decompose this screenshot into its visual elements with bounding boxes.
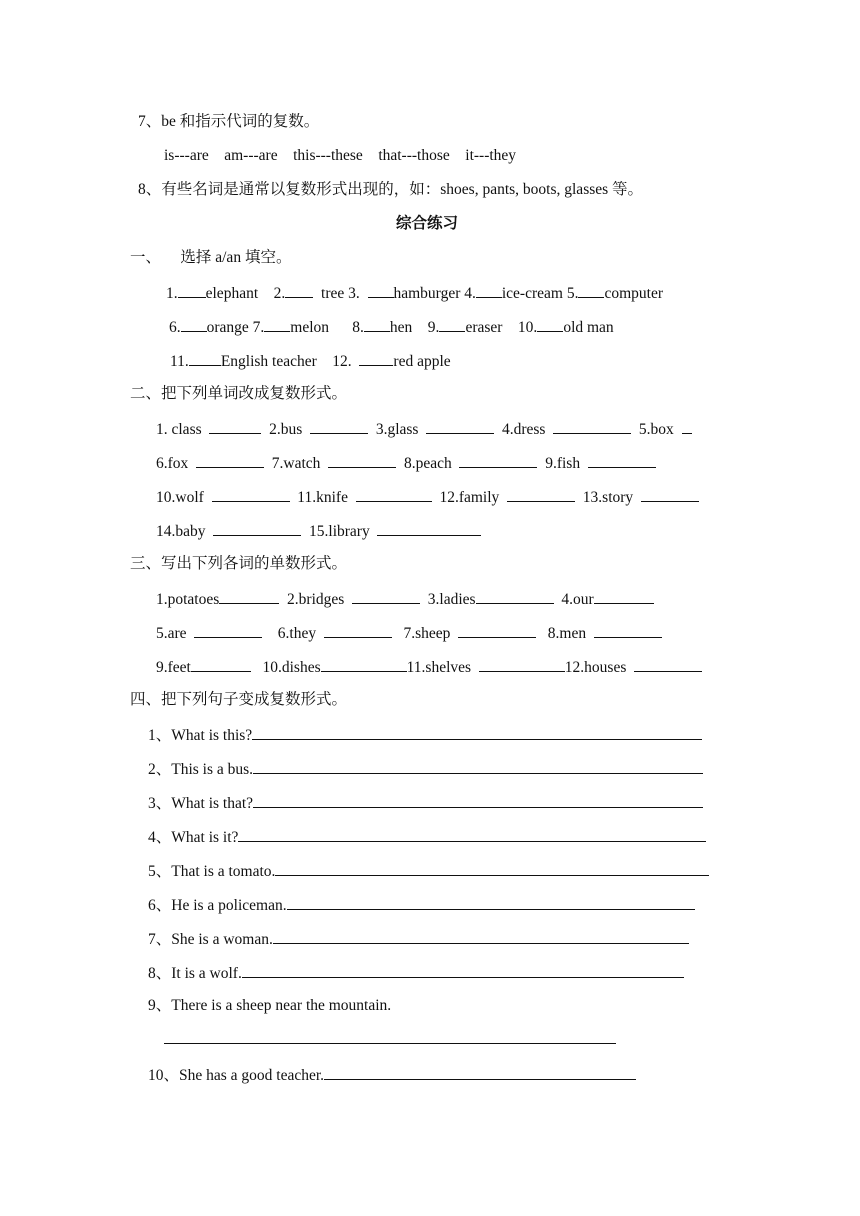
s4-item: 3、What is that?: [148, 792, 703, 814]
answer-line[interactable]: [252, 724, 702, 740]
answer-blank[interactable]: [356, 486, 432, 502]
rule-7-heading: 7、be 和指示代词的复数。: [138, 113, 320, 130]
s4-item: 7、She is a woman.: [148, 928, 689, 950]
s4-item: 10、She has a good teacher.: [148, 1064, 636, 1086]
answer-blank[interactable]: [588, 452, 656, 468]
answer-line[interactable]: [164, 1028, 616, 1044]
s4-item: 2、This is a bus.: [148, 758, 703, 780]
answer-line[interactable]: [253, 758, 703, 774]
s2-row-2: 6.fox 7.watch 8.peach 9.fish: [156, 452, 656, 474]
s3-row-3: 9.feet 10.dishes 11.shelves 12.houses: [156, 656, 702, 678]
s4-item: 4、What is it?: [148, 826, 706, 848]
s4-item-9-line[interactable]: [164, 1028, 616, 1050]
answer-line[interactable]: [275, 860, 709, 876]
answer-line[interactable]: [324, 1064, 636, 1080]
answer-blank[interactable]: [578, 282, 604, 298]
answer-blank[interactable]: [181, 316, 207, 332]
s4-item: 9、There is a sheep near the mountain.: [148, 997, 392, 1014]
s4-item: 5、That is a tomato.: [148, 860, 709, 882]
s1-row-3: 11. English teacher 12. red apple: [170, 350, 451, 372]
answer-blank[interactable]: [213, 520, 301, 536]
answer-blank[interactable]: [364, 316, 390, 332]
answer-blank[interactable]: [324, 622, 392, 638]
answer-line[interactable]: [273, 928, 689, 944]
answer-blank[interactable]: [285, 282, 313, 298]
answer-blank[interactable]: [328, 452, 396, 468]
s2-row-4: 14.baby 15.library: [156, 520, 481, 542]
s4-item: 1、What is this?: [148, 724, 702, 746]
answer-blank[interactable]: [537, 316, 563, 332]
answer-blank[interactable]: [458, 622, 536, 638]
answer-blank[interactable]: [368, 282, 394, 298]
answer-blank[interactable]: [321, 656, 407, 672]
answer-blank[interactable]: [553, 418, 631, 434]
s2-row-3: 10.wolf 11.knife 12.family 13.story: [156, 486, 699, 508]
answer-blank[interactable]: [476, 588, 554, 604]
answer-blank[interactable]: [479, 656, 565, 672]
answer-blank[interactable]: [682, 418, 692, 434]
section-2-heading: 二、把下列单词改成复数形式。: [130, 385, 348, 402]
answer-blank[interactable]: [359, 350, 393, 366]
answer-line[interactable]: [253, 792, 703, 808]
answer-blank[interactable]: [212, 486, 290, 502]
answer-blank[interactable]: [310, 418, 368, 434]
answer-blank[interactable]: [594, 588, 654, 604]
s4-item: 6、He is a policeman.: [148, 894, 695, 916]
answer-blank[interactable]: [594, 622, 662, 638]
s3-row-1: 1.potatoes 2.bridges 3.ladies 4.our: [156, 588, 654, 610]
rule-7-pairs: is---are am---are this---these that---those it---they: [164, 147, 517, 164]
answer-blank[interactable]: [507, 486, 575, 502]
section-1-heading: 一、 选择 a/an 填空。: [130, 249, 292, 266]
answer-blank[interactable]: [476, 282, 502, 298]
answer-blank[interactable]: [377, 520, 481, 536]
answer-blank[interactable]: [219, 588, 279, 604]
answer-line[interactable]: [242, 962, 684, 978]
answer-line[interactable]: [287, 894, 695, 910]
answer-blank[interactable]: [439, 316, 465, 332]
section-4-heading: 四、把下列句子变成复数形式。: [130, 691, 348, 708]
answer-blank[interactable]: [426, 418, 494, 434]
s1-row-1: 1. elephant 2. tree 3. hamburger 4. ice-cream 5. computer: [166, 282, 663, 304]
answer-line[interactable]: [238, 826, 706, 842]
rule-8-text: 8、有些名词是通常以复数形式出现的，如：shoes, pants, boots, glasses 等。: [138, 181, 644, 198]
answer-blank[interactable]: [194, 622, 262, 638]
answer-blank[interactable]: [264, 316, 290, 332]
answer-blank[interactable]: [634, 656, 702, 672]
section-3-heading: 三、写出下列各词的单数形式。: [130, 555, 348, 572]
answer-blank[interactable]: [196, 452, 264, 468]
exercise-title: 综合练习: [396, 215, 459, 232]
answer-blank[interactable]: [209, 418, 261, 434]
s1-row-2: 6. orange 7. melon 8. hen 9. eraser 10. old man: [169, 316, 614, 338]
answer-blank[interactable]: [189, 350, 221, 366]
answer-blank[interactable]: [352, 588, 420, 604]
answer-blank[interactable]: [191, 656, 251, 672]
answer-blank[interactable]: [459, 452, 537, 468]
s4-item: 8、It is a wolf.: [148, 962, 684, 984]
s3-row-2: 5.are 6.they 7.sheep 8.men: [156, 622, 662, 644]
answer-blank[interactable]: [641, 486, 699, 502]
answer-blank[interactable]: [178, 282, 206, 298]
s2-row-1: 1. class 2.bus 3.glass 4.dress 5.box: [156, 418, 692, 440]
